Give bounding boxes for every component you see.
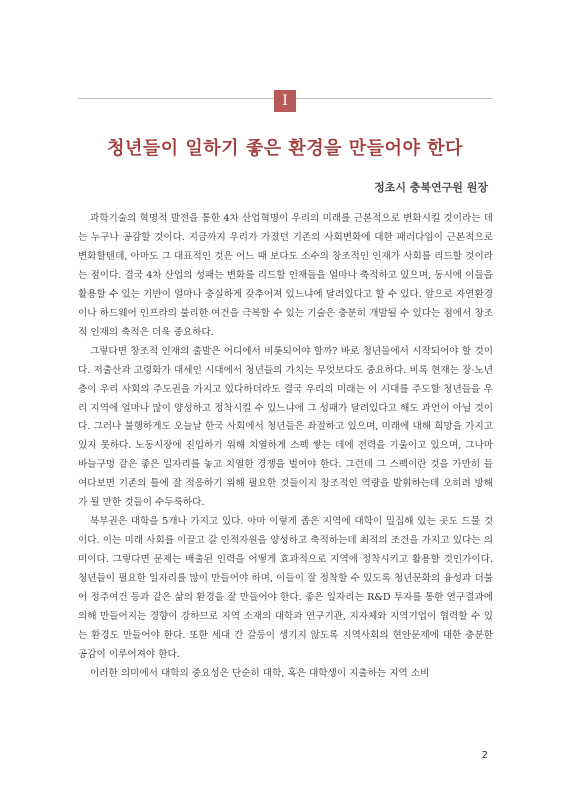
page-number: 2 [481, 750, 488, 761]
paragraph: 이러한 의미에서 대학의 중요성은 단순히 대학, 혹은 대학생이 지출하는 지역 소비 [90, 667, 430, 679]
paragraph: 북부권은 대학을 5개나 가지고 있다. 아마 이렇게 좁은 지역에 대학이 밀집해 있는 곳도 드물 것이다. 이는 미래 사회를 이끌고 갈 인적자원을 양성하고 축적하는데 최적의 조건을 가지고 있다는 의미이다. 그렇다면 문제는 배출된 인력을 어떻게 효과적으로 지역에 정착시키고 활용할 것인가이다. 청년들이 필요한 일자리를 많이 만들어야 하며, 이들이 잘 정착할 수 있도록 청년문화의 융성과 더불어 정주여건 등과 같은 삶의 환경을 잘 만들어야 한다. 좋은 일자리는 R&D 투자를 통한 연구결과에 의해 만들어지는 경향이 강하므로 지역 소재의 대학과 연구기관, 지자체와 지역기업이 협력할 수 있는 환경도 만들어야 한다. 또한 세대 간 갈등이 생기지 않도록 지역사회의 현안문제에 대한 충분한 공감이 이루어져야 한다. [78, 516, 493, 660]
paragraph: 그렇다면 창조적 인재의 출발은 어디에서 비롯되어야 할까? 바로 청년들에서 시작되어야 할 것이다. 저출산과 고령화가 대세인 시대에서 청년들의 가치는 무엇보다도 중요하다. 비록 현재는 장·노년층이 우리 사회의 주도권을 가지고 있다하더라도 결국 우리의 미래는 이 시대를 주도할 청년들을 우리 지역에 얼마나 많이 양성하고 정착시킬 수 있느냐에 그 성패가 달려있다고 해도 과언이 아닐 것이다. 그러나 불행하게도 오늘날 한국 사회에서 청년들은 좌절하고 있으며, 미래에 대해 희망을 가지고 있지 못하다. 노동시장에 진입하기 위해 치열하게 스펙 쌓는 데에 전력을 기울이고 있으며, 그나마 바늘구멍 같은 좋은 일자리를 놓고 치열한 경쟁을 벌여야 한다. 그런데 그 스펙이란 것을 가만히 들여다보면 기존의 틀에 잘 적응하기 위해 필요한 것들이지 창조적인 역량을 발휘하는데 오히려 방해가 될 만한 것들이 수두룩하다. [78, 345, 493, 509]
paragraph: 과학기술의 혁명적 발전을 통한 4차 산업혁명이 우리의 미래를 근본적으로 변화시킬 것이라는 데는 누구나 공감할 것이다. 지금까지 우리가 가졌던 기존의 사회변화에 대한 패러다임이 근본적으로 변화할텐데, 아마도 그 대표적인 것은 어느 때 보다도 소수의 창조적인 인재가 사회를 리드할 것이라는 점이다. 결국 4차 산업의 성패는 변화를 리드할 인재들을 얼마나 축적하고 있으며, 동시에 이들을 활용할 수 있는 기반이 얼마나 충실하게 갖추어져 있느냐에 달려있다고 할 수 있다. 앞으로 자연환경이나 하드웨어 인프라의 불리한 여건을 극복할 수 있는 기술은 충분히 개발될 수 있다는 점에서 창조적 인재의 축적은 더욱 중요하다. [78, 213, 493, 338]
author-line: 정초시 충북연구원 원장 [374, 181, 488, 194]
page-title: 청년들이 일하기 좋은 환경을 만들어야 한다 [107, 138, 463, 159]
article-body [78, 210, 493, 684]
section-number-badge: I [274, 90, 296, 112]
